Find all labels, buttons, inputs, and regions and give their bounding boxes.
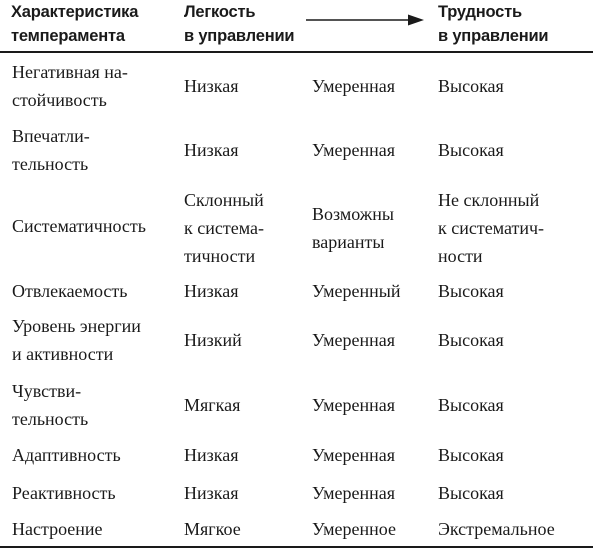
ease-cell: Склонный к система- тичности bbox=[184, 190, 264, 266]
mid-cell: Умеренная bbox=[312, 76, 396, 96]
header-ease: Легкость в управлении bbox=[184, 3, 295, 45]
trait-cell: Реактивность bbox=[12, 483, 116, 503]
ease-cell: Низкая bbox=[184, 483, 239, 503]
ease-cell: Низкая bbox=[184, 76, 239, 96]
ease-cell: Мягкая bbox=[184, 395, 241, 415]
mid-cell: Умеренная bbox=[312, 483, 396, 503]
ease-cell: Низкая bbox=[184, 445, 239, 465]
trait-cell: Негативная на- стойчивость bbox=[12, 62, 128, 110]
trait-cell: Настроение bbox=[12, 519, 103, 539]
difficulty-cell: Высокая bbox=[438, 76, 504, 96]
ease-cell: Низкая bbox=[184, 140, 239, 160]
header-characteristic: Характеристика темперамента bbox=[11, 3, 139, 45]
ease-cell: Низкая bbox=[184, 281, 239, 301]
ease-cell: Мягкое bbox=[184, 519, 241, 539]
mid-cell: Умеренная bbox=[312, 395, 396, 415]
header-difficulty: Трудность в управлении bbox=[438, 3, 549, 45]
mid-cell: Умеренная bbox=[312, 445, 396, 465]
trait-cell: Чувстви- тельность bbox=[12, 381, 89, 429]
header-rule bbox=[0, 51, 593, 53]
difficulty-cell: Не склонный к систематич- ности bbox=[438, 190, 545, 266]
difficulty-cell: Высокая bbox=[438, 395, 504, 415]
ease-cell: Низкий bbox=[184, 330, 242, 350]
bottom-rule bbox=[0, 546, 593, 548]
trait-cell: Систематичность bbox=[12, 216, 146, 236]
mid-cell: Умеренное bbox=[312, 519, 397, 539]
mid-cell: Возможны варианты bbox=[312, 204, 394, 252]
difficulty-cell: Высокая bbox=[438, 281, 504, 301]
difficulty-cell: Высокая bbox=[438, 483, 504, 503]
trait-cell: Адаптивность bbox=[12, 445, 121, 465]
right-arrow-icon bbox=[306, 13, 424, 27]
difficulty-cell: Высокая bbox=[438, 330, 504, 350]
mid-cell: Умеренная bbox=[312, 330, 396, 350]
mid-cell: Умеренная bbox=[312, 140, 396, 160]
trait-cell: Впечатли- тельность bbox=[12, 126, 90, 174]
mid-cell: Умеренный bbox=[312, 281, 401, 301]
trait-cell: Отвлекаемость bbox=[12, 281, 128, 301]
trait-cell: Уровень энергии и активности bbox=[12, 316, 141, 364]
difficulty-cell: Высокая bbox=[438, 445, 504, 465]
difficulty-cell: Высокая bbox=[438, 140, 504, 160]
difficulty-cell: Экстремальное bbox=[438, 519, 555, 539]
